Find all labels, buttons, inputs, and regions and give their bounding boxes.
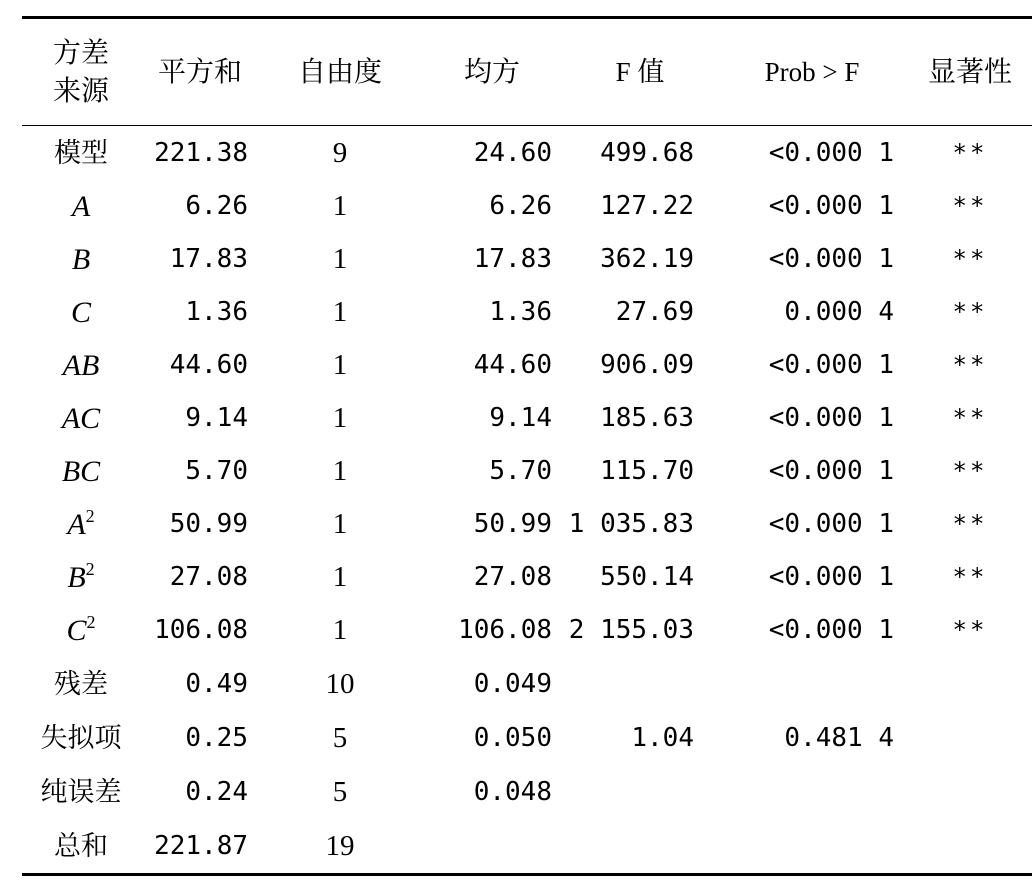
cell-p-value: [716, 657, 908, 711]
cell-mean-square: 0.048: [473, 776, 552, 807]
source-label: AB: [62, 349, 100, 382]
source-label: A: [67, 508, 86, 541]
cell-mean-square: 17.83: [473, 244, 552, 274]
table-row: [22, 657, 1032, 711]
header-source-line2: 来源: [52, 74, 109, 107]
cell-degrees-of-freedom: 9: [332, 136, 348, 169]
cell-p-value: <0.000 1: [768, 562, 894, 592]
cell-sum-of-squares: 221.38: [154, 137, 248, 168]
cell-mean-square: 27.08: [473, 562, 552, 592]
cell-mean-square: 0.049: [473, 668, 552, 699]
source-label: BC: [61, 455, 101, 488]
cell-mean-square: 50.99: [473, 509, 552, 539]
cell-source: [22, 765, 140, 819]
cell-source: [22, 657, 140, 711]
cell-f-value: 550.14: [600, 562, 694, 592]
source-label: 残差: [54, 669, 108, 700]
cell-p-value: <0.000 1: [768, 191, 894, 221]
cell-p-value: <0.000 1: [768, 615, 894, 645]
cell-source: [22, 604, 140, 657]
table-row: [22, 339, 1032, 392]
cell-p-value: 0.481 4: [784, 722, 894, 753]
cell-degrees-of-freedom: 1: [332, 402, 348, 434]
table-row: [22, 233, 1032, 286]
cell-source: [22, 126, 140, 181]
cell-sum-of-squares: 1.36: [185, 297, 248, 327]
cell-degrees-of-freedom: 1: [332, 455, 348, 487]
header-p-value: Prob > F: [764, 57, 860, 87]
cell-degrees-of-freedom: 1: [332, 614, 348, 646]
cell-degrees-of-freedom: 1: [332, 349, 348, 381]
source-exponent: 2: [85, 559, 95, 579]
cell-sum-of-squares: 44.60: [169, 350, 248, 380]
source-label: C: [70, 296, 91, 329]
cell-source: [22, 339, 140, 392]
cell-f-value: 1 035.83: [568, 509, 694, 539]
cell-significance: [908, 765, 1032, 819]
cell-sum-of-squares: 106.08: [154, 615, 248, 645]
cell-mean-square: 9.14: [489, 403, 552, 433]
table-row: [22, 765, 1032, 819]
cell-significance: **: [952, 138, 988, 167]
cell-significance: **: [952, 510, 988, 538]
source-label: B: [67, 561, 86, 594]
cell-source: [22, 286, 140, 339]
cell-f-value: 906.09: [600, 350, 694, 380]
cell-significance: **: [952, 351, 988, 379]
table-row: [22, 392, 1032, 445]
cell-degrees-of-freedom: 1: [332, 243, 348, 275]
cell-f-value: [564, 765, 716, 819]
cell-f-value: 127.22: [600, 191, 694, 221]
cell-p-value: [716, 765, 908, 819]
cell-p-value: <0.000 1: [768, 509, 894, 539]
cell-source: [22, 392, 140, 445]
cell-f-value: 27.69: [615, 297, 694, 327]
cell-significance: [908, 657, 1032, 711]
table-row: [22, 498, 1032, 551]
cell-sum-of-squares: 5.70: [185, 456, 248, 486]
cell-significance: **: [952, 457, 988, 485]
cell-sum-of-squares: 17.83: [169, 244, 248, 274]
cell-p-value: <0.000 1: [768, 137, 894, 168]
source-exponent: 2: [86, 612, 96, 632]
cell-significance: **: [952, 563, 988, 591]
source-label: 纯误差: [40, 777, 122, 808]
header-source-line1: 方差: [52, 36, 109, 69]
cell-sum-of-squares: 9.14: [185, 403, 248, 433]
cell-f-value: 1.04: [631, 722, 694, 753]
header-significance: 显著性: [927, 55, 1012, 88]
cell-mean-square: 106.08: [458, 615, 552, 645]
source-label: C: [66, 614, 87, 647]
header-source: [22, 18, 140, 126]
source-exponent: 2: [85, 506, 95, 526]
cell-mean-square: [420, 819, 564, 875]
cell-degrees-of-freedom: 1: [332, 296, 348, 328]
table-row: [22, 445, 1032, 498]
cell-mean-square: 1.36: [489, 297, 552, 327]
cell-source: [22, 445, 140, 498]
cell-significance: [908, 711, 1032, 765]
cell-sum-of-squares: 221.87: [154, 830, 248, 861]
cell-source: [22, 233, 140, 286]
cell-significance: [908, 819, 1032, 875]
source-label: 总和: [54, 831, 108, 862]
cell-degrees-of-freedom: 1: [332, 561, 348, 593]
cell-sum-of-squares: 0.25: [185, 722, 248, 753]
cell-degrees-of-freedom: 10: [325, 667, 355, 700]
cell-degrees-of-freedom: 1: [332, 508, 348, 540]
cell-significance: **: [952, 298, 988, 326]
cell-source: [22, 180, 140, 233]
header-f-value: F 值: [615, 57, 665, 87]
cell-mean-square: 5.70: [489, 456, 552, 486]
source-label: A: [71, 190, 91, 223]
cell-p-value: <0.000 1: [768, 244, 894, 274]
source-label: 失拟项: [40, 723, 122, 754]
cell-p-value: 0.000 4: [784, 297, 894, 327]
cell-significance: **: [952, 192, 988, 220]
cell-p-value: <0.000 1: [768, 350, 894, 380]
header-row: [22, 18, 1032, 126]
cell-f-value: [564, 657, 716, 711]
cell-significance: **: [952, 616, 988, 644]
cell-p-value: <0.000 1: [768, 456, 894, 486]
cell-f-value: 2 155.03: [568, 615, 694, 645]
table-row: [22, 711, 1032, 765]
cell-f-value: 499.68: [600, 137, 694, 168]
cell-degrees-of-freedom: 5: [332, 775, 348, 808]
cell-p-value: <0.000 1: [768, 403, 894, 433]
table-row: [22, 286, 1032, 339]
anova-table-container: [22, 16, 1012, 876]
table-body: [22, 126, 1032, 875]
header-degrees-of-freedom: 自由度: [297, 55, 382, 88]
table-row: [22, 126, 1032, 181]
table-header: [22, 18, 1032, 126]
cell-source: [22, 711, 140, 765]
cell-p-value: [716, 819, 908, 875]
cell-source: [22, 551, 140, 604]
cell-sum-of-squares: 50.99: [169, 509, 248, 539]
cell-significance: **: [952, 404, 988, 432]
table-row: [22, 180, 1032, 233]
cell-f-value: 185.63: [600, 403, 694, 433]
cell-sum-of-squares: 0.24: [185, 776, 248, 807]
cell-sum-of-squares: 0.49: [185, 668, 248, 699]
cell-f-value: [564, 819, 716, 875]
anova-table: [22, 16, 1032, 876]
cell-sum-of-squares: 27.08: [169, 562, 248, 592]
source-label: B: [71, 243, 91, 276]
cell-degrees-of-freedom: 5: [332, 721, 348, 754]
cell-significance: **: [952, 245, 988, 273]
source-label: AC: [61, 402, 101, 435]
cell-mean-square: 6.26: [489, 191, 552, 221]
table-row: [22, 604, 1032, 657]
cell-f-value: 362.19: [600, 244, 694, 274]
cell-mean-square: 24.60: [473, 137, 552, 168]
table-row: [22, 551, 1032, 604]
cell-source: [22, 819, 140, 875]
cell-mean-square: 44.60: [473, 350, 552, 380]
cell-f-value: 115.70: [600, 456, 694, 486]
cell-degrees-of-freedom: 19: [325, 829, 355, 862]
cell-degrees-of-freedom: 1: [332, 190, 348, 222]
cell-sum-of-squares: 6.26: [185, 191, 248, 221]
source-label: 模型: [54, 138, 108, 169]
header-sum-of-squares: 平方和: [157, 55, 242, 88]
header-mean-square: 均方: [463, 55, 520, 88]
cell-mean-square: 0.050: [473, 722, 552, 753]
table-row: [22, 819, 1032, 875]
cell-source: [22, 498, 140, 551]
